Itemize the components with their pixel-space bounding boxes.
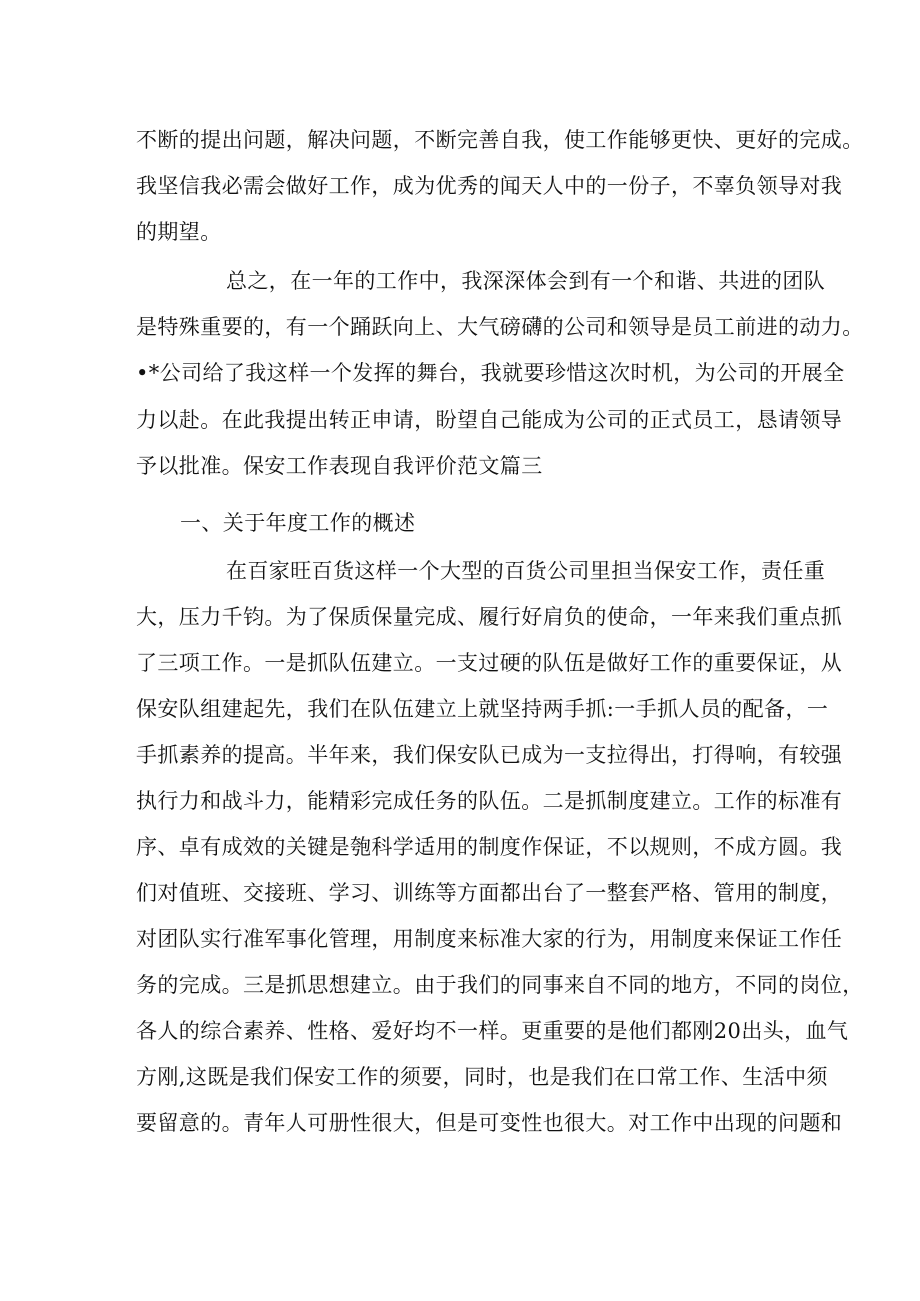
text-line: 予以批准。保安工作表现自我评价范文篇三 xyxy=(136,454,543,478)
section-heading: 一、关于年度工作的概述 xyxy=(180,511,416,535)
paragraph-start-line: 总之，在一年的工作中，我深深体会到有一个和谐、共进的团队 xyxy=(226,269,826,293)
text-line: •*公司给了我这样一个发挥的舞台，我就要珍惜这次时机，为公司的开展全 xyxy=(136,361,845,385)
text-line: 对团队实行准军事化管理，用制度来标准大家的行为，用制度来保证工作任 xyxy=(136,927,843,951)
text-line: 各人的综合素养、性格、爱好均不一样。更重要的是他们都刚20出头，血气 xyxy=(136,1019,849,1043)
text-line: 我坚信我必需会做好工作，成为优秀的闻天人中的一份子，不辜负领导对我 xyxy=(136,174,843,198)
text-line: 们对值班、交接班、学习、训练等方面都出台了一整套严格、管用的制度， xyxy=(136,881,843,905)
text-line: 保安队组建起先，我们在队伍建立上就坚持两手抓:一手抓人员的配备，一 xyxy=(136,697,829,721)
paragraph-start-line: 在百家旺百货这样一个大型的百货公司里担当保安工作，责任重 xyxy=(226,559,826,583)
text-line: 执行力和战斗力，能精彩完成任务的队伍。二是抓制度建立。工作的标准有 xyxy=(136,789,843,813)
text-line: 大，压力千钧。为了保质保量完成、履行好肩负的使命，一年来我们重点抓 xyxy=(136,605,843,629)
text-line: 务的完成。三是抓思想建立。由于我们的同事来自不同的地方，不同的岗位， xyxy=(136,973,864,997)
text-line: 力以赴。在此我提出转正申请，盼望自己能成为公司的正式员工，恳请领导 xyxy=(136,408,843,432)
text-line: 要留意的。青年人可册性很大，但是可变性也很大。对工作中出现的问题和 xyxy=(136,1111,843,1135)
text-line: 的期望。 xyxy=(136,220,222,244)
text-line: 是特殊重要的，有一个踊跃向上、大气磅礴的公司和领导是员工前进的动力。 xyxy=(136,315,864,339)
text-line: 序、卓有成效的关键是匏科学适用的制度作保证，不以规则，不成方圆。我 xyxy=(136,835,843,859)
text-line: 方刚,这既是我们保安工作的须要，同时，也是我们在口常工作、生活中须 xyxy=(136,1065,828,1089)
text-line: 不断的提出问题，解决问题，不断完善自我，使工作能够更快、更好的完成。 xyxy=(136,128,864,152)
text-line: 手抓素养的提高。半年来，我们保安队已成为一支拉得出，打得响，有较强 xyxy=(136,743,843,767)
text-line: 了三项工作。一是抓队伍建立。一支过硬的队伍是做好工作的重要保证，从 xyxy=(136,651,843,675)
